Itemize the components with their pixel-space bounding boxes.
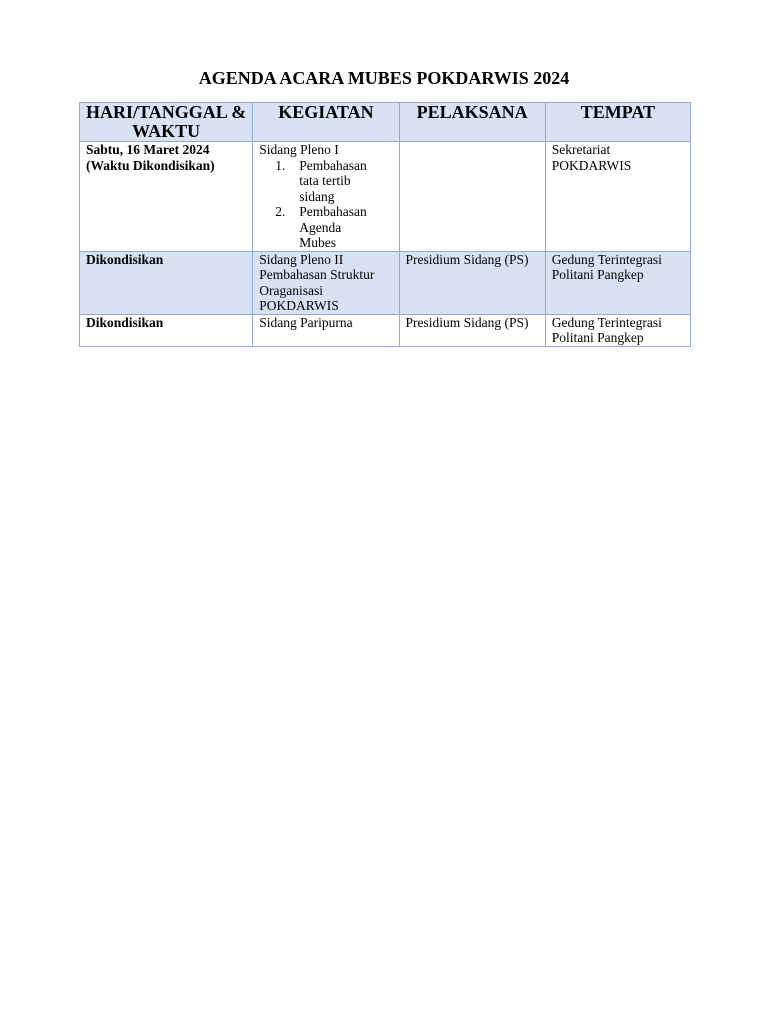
activity-title: Sidang Pleno I [259,142,339,157]
table-row [80,314,691,346]
cell-executor: Presidium Sidang (PS) [399,251,545,314]
agenda-table [79,102,691,347]
list-item [275,204,379,251]
date-text: Sabtu, 16 Maret 2024 [86,142,210,157]
cell-executor: Presidium Sidang (PS) [399,314,545,346]
header-tempat: TEMPAT [545,103,690,142]
table-header-row [80,103,691,142]
cell-date: Dikondisikan [80,314,253,346]
time-text: (Waktu Dikondisikan) [86,157,215,173]
cell-place: Gedung Terintegrasi Politani Pangkep [545,314,690,346]
table-row [80,251,691,314]
table-row [80,142,691,252]
cell-date [80,142,253,252]
header-hari-tanggal: HARI/TANGGAL & WAKTU [80,103,253,142]
cell-activity: Sidang Paripurna [253,314,399,346]
cell-activity [253,142,399,252]
cell-place: Sekretariat POKDARWIS [545,142,690,252]
page-title: AGENDA ACARA MUBES POKDARWIS 2024 [198,68,570,88]
list-item-text: Pembahasan Agenda Mubes [299,204,367,250]
cell-place: Gedung Terintegrasi Politani Pangkep [545,251,690,314]
cell-executor [399,142,545,252]
cell-activity: Sidang Pleno II Pembahasan Struktur Oraganisasi POKDARWIS [253,251,399,314]
header-pelaksana: PELAKSANA [399,103,545,142]
list-number: 1. [275,157,286,173]
list-item-text: Pembahasan tata tertib sidang [299,157,367,204]
header-kegiatan: KEGIATAN [253,103,399,142]
list-item [275,157,379,205]
cell-date: Dikondisikan [80,251,253,314]
list-number: 2. [275,204,286,219]
activity-list [259,158,392,251]
